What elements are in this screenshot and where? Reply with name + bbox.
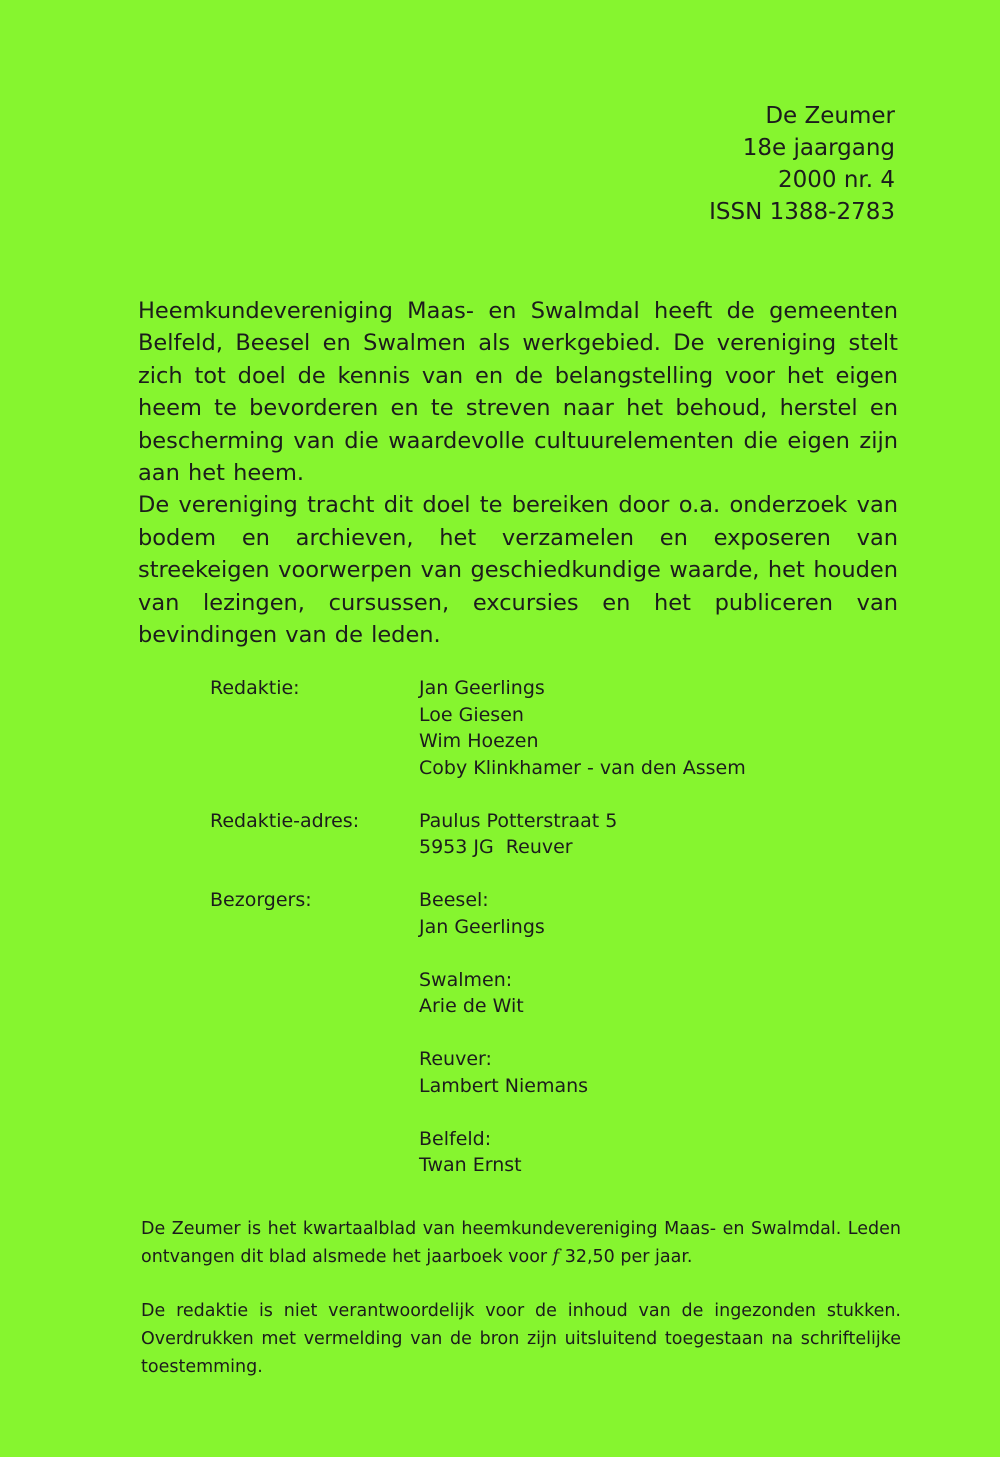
address-city: 5953 JG Reuver [419, 836, 573, 858]
adres-label: Redaktie-adres: [210, 809, 360, 832]
address-street: Paulus Potterstraat 5 [419, 809, 618, 832]
redaktie-member: Jan Geerlings [419, 677, 545, 699]
redaktie-member: Coby Klinkhamer - van den Assem [419, 756, 746, 779]
courier-name: Twan Ernst [419, 1154, 522, 1176]
intro-paragraph-1: Heemkundevereniging Maas- en Swalmdal heeft de gemeenten Belfeld, Beesel en Swalmen als werkgebied. De vereniging stelt zich tot doel de kennis van en de belangstelling voor het eigen heem te bevorderen en te streven naar het behoud, herstel en bescherming van die waardevolle cultuurelementen die eigen zijn aan het heem. [138, 298, 898, 487]
membership-text-before: De Zeumer is het kwartaalblad van heemkundevereniging Maas- en Swalmdal. Leden ontvangen dit blad alsmede het jaarboek voor [141, 1219, 901, 1267]
redaktie-member: Loe Giesen [419, 703, 524, 726]
magazine-title: De Zeumer [765, 103, 895, 129]
redaktie-member: Wim Hoezen [419, 730, 539, 752]
footer-notes [141, 1215, 901, 1407]
issue-number: 2000 nr. 4 [777, 167, 895, 193]
issn-number: ISSN 1388-2783 [709, 199, 895, 225]
intro-text [138, 295, 898, 651]
courier-group [419, 887, 588, 940]
redaktie-row [210, 675, 850, 781]
volume-label: 18e jaargang [742, 135, 895, 161]
intro-paragraph-2: De vereniging tracht dit doel te bereiken door o.a. onderzoek van bodem en archieven, het verzamelen en exposeren van streekeigen voorwerpen van geschiedkundige waarde, het houden van lezingen, cursussen, excursies en het publiceren van bevindingen van de leden. [138, 492, 898, 649]
colophon [210, 675, 850, 1205]
membership-price: 32,50 [559, 1247, 615, 1267]
adres-lines [419, 808, 617, 861]
disclaimer-note: De redaktie is niet verantwoordelijk voor de inhoud van de ingezonden stukken. Overdrukken met vermelding van de bron zijn uitsluitend toegestaan na schriftelijke toestemming. [141, 1301, 901, 1377]
courier-name: Jan Geerlings [419, 915, 545, 938]
adres-row [210, 808, 850, 861]
bezorgers-label: Bezorgers: [210, 889, 312, 911]
redaktie-label: Redaktie: [210, 677, 300, 699]
courier-place: Belfeld: [419, 1127, 492, 1150]
membership-note [141, 1215, 901, 1271]
bezorgers-list [419, 887, 588, 1179]
membership-text-after: per jaar. [614, 1247, 693, 1267]
courier-group [419, 1126, 588, 1179]
courier-place: Beesel: [419, 889, 489, 911]
redaktie-list [419, 675, 746, 781]
courier-group [419, 1046, 588, 1099]
courier-place: Swalmen: [419, 968, 513, 991]
courier-place: Reuver: [419, 1048, 492, 1070]
courier-name: Lambert Niemans [419, 1074, 589, 1097]
masthead [709, 100, 895, 228]
bezorgers-row [210, 887, 850, 1179]
courier-name: Arie de Wit [419, 995, 524, 1017]
courier-group [419, 967, 588, 1020]
currency-symbol: f [552, 1247, 560, 1267]
